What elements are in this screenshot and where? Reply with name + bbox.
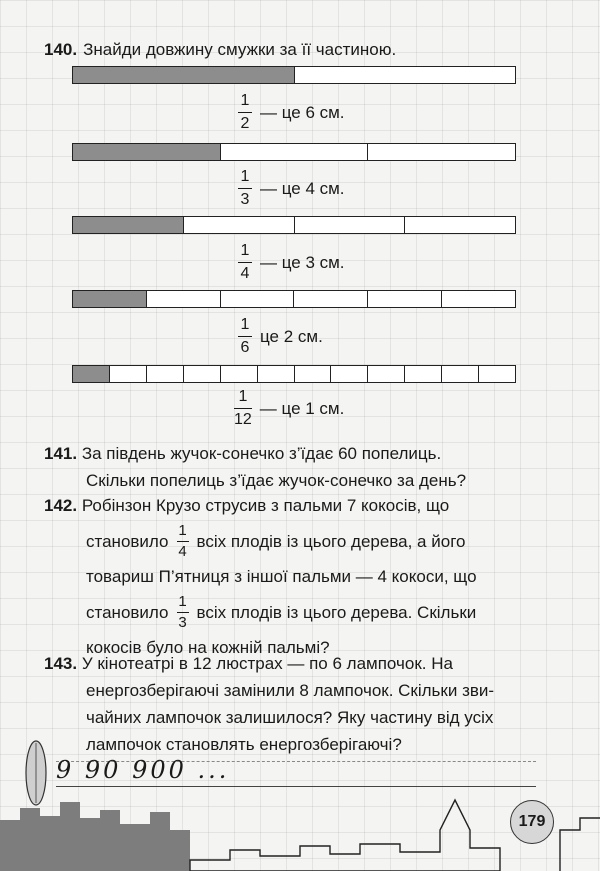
problem-143 [44,650,554,758]
fraction-strip [72,143,516,161]
strip-caption [238,242,345,283]
problem-text: Робінзон Крузо струсив з пальми 7 кокосів, що [81,496,450,515]
problem-text: енергозберігаючі замінили 8 лампочок. Скільки зви- [86,681,495,700]
caption-text: — це 3 см. [260,252,345,272]
strip-segment [405,217,515,233]
strip-segment [184,217,295,233]
strip-segment [479,366,515,382]
problem-text: Знайди довжину смужки за її частиною. [83,40,397,59]
strip-segment-filled [73,291,147,307]
strip-segment [368,291,442,307]
caption-text: — це 1 см. [259,398,345,418]
strip-segment [368,366,405,382]
strip-segment [442,291,515,307]
problem-141 [44,440,554,494]
strip-segment-filled [73,217,184,233]
strip-segment [295,67,516,83]
problem-text: всіх плодів із цього дерева, а його [196,531,466,551]
strip-caption [238,316,323,357]
problem-number: 142. [44,496,78,515]
strip-segment-filled [73,67,295,83]
fraction: $\frac{1}{2}$ [238,92,252,133]
writing-base-line [56,786,536,787]
strip-segment-filled [73,144,221,160]
page-number: 179 [510,800,554,844]
fraction-strip [72,216,516,234]
fraction-one-quarter: $\frac{1}{4}$ [178,521,187,560]
strip-segment [147,291,221,307]
problem-text: Скільки попелиць з’їдає жучок-сонечко за день? [86,471,467,490]
problem-142 [44,492,554,661]
strip-segment [442,366,479,382]
strip-caption [234,388,344,429]
problem-text: У кінотеатрі в 12 люстрах — по 6 лампочок. На [81,654,453,673]
caption-text: це 2 см. [260,326,323,346]
strip-segment [110,366,147,382]
problem-number: 143. [44,654,78,673]
caption-text: — це 4 см. [260,178,345,198]
city-skyline-decoration [0,790,600,871]
fraction: $\frac{1}{6}$ [238,316,252,357]
strip-segment [184,366,221,382]
fraction-strip [72,66,516,84]
strip-segment [221,291,295,307]
fraction-strip [72,365,516,383]
handwriting-sample: 9 90 900 ... [56,756,230,784]
strip-segment [294,291,368,307]
problem-number: 140. [44,40,78,59]
strip-segment [295,217,406,233]
strip-segment [368,144,515,160]
fraction-one-third: $\frac{1}{3}$ [178,592,187,631]
strip-segment [405,366,442,382]
fraction: $\frac{1}{12}$ [234,388,252,428]
problem-text: чайних лампочок залишилося? Яку частину від усіх [86,708,494,727]
strip-segment-filled [73,366,110,382]
problem-text: всіх плодів із цього дерева. Скільки [196,602,477,622]
problem-140-heading [44,36,396,63]
problem-text: становило [86,531,169,551]
caption-text: — це 6 см. [260,102,345,122]
fraction: $\frac{1}{4}$ [238,242,252,283]
problem-text: становило [86,602,169,622]
problem-text: За південь жучок-сонечко з’їдає 60 попелиць. [81,444,442,463]
strip-segment [331,366,368,382]
problem-text: лампочок становлять енергозберігаючі? [86,735,402,754]
problem-text: товариш П’ятниця з іншої пальми — 4 кокоси, що [86,567,477,586]
problem-number: 141. [44,444,78,463]
strip-caption [238,92,345,133]
strip-segment [221,366,258,382]
strip-segment [221,144,369,160]
fraction: $\frac{1}{3}$ [238,168,252,209]
problem-text: кокосів було на кожній пальмі? [86,638,330,657]
strip-caption [238,168,345,209]
strip-segment [258,366,295,382]
strip-segment [147,366,184,382]
strip-segment [295,366,332,382]
fraction-strip [72,290,516,308]
